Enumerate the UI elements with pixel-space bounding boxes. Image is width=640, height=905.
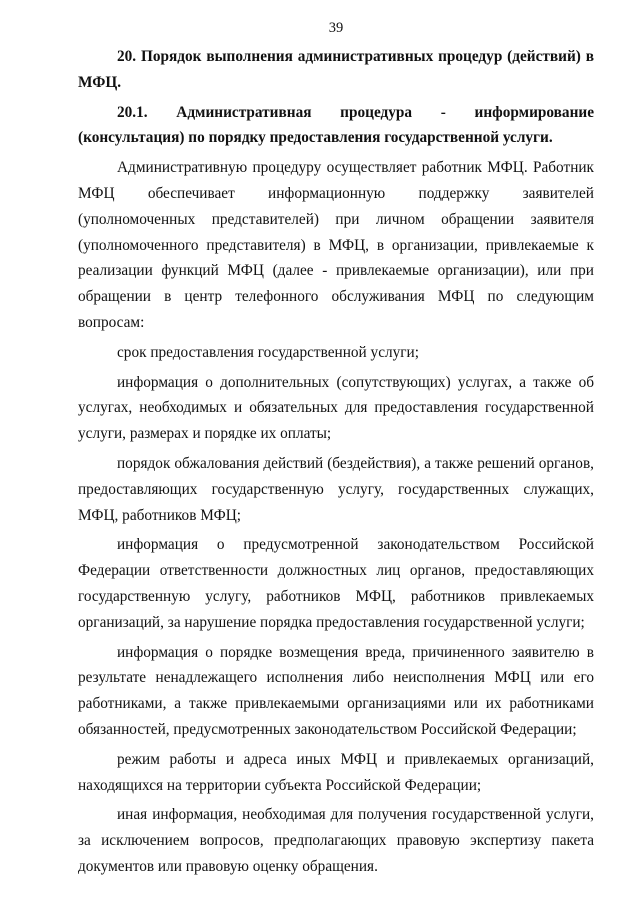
list-item-compensation: информация о порядке возмещения вреда, причиненного заявителю в результате ненадлежащего исполнения либо неисполнения МФЦ или его работниками, а также привлекаемыми организациями или их работниками обязанностей, предусмотренных законодательством Российской Федерации;	[78, 643, 594, 738]
list-item-term: срок предоставления государственной услуги;	[117, 343, 419, 361]
section-heading: 20. Порядок выполнения административных процедур (действий) в МФЦ.	[78, 48, 594, 91]
subsection-heading: 20.1. Административная процедура - информирование (консультация) по порядку предоставления государственной услуги.	[78, 103, 594, 147]
list-item-working-hours: режим работы и адреса иных МФЦ и привлекаемых организаций, находящихся на территории субъекта Российской Федерации;	[78, 750, 594, 794]
list-item-additional-services: информация о дополнительных (сопутствующих) услугах, а также об услугах, необходимых и обязательных для предоставления государственной услуги, размерах и порядке их оплаты;	[78, 373, 594, 443]
list-item-other-info: иная информация, необходимая для получения государственной услуги, за исключением вопросов, предполагающих правовую экспертизу пакета документов или правовую оценку обращения.	[78, 806, 594, 875]
document-body	[78, 44, 594, 880]
list-item-appeal-procedure: порядок обжалования действий (бездействия), а также решений органов, предоставляющих государственную услугу, государственных служащих, МФЦ, работников МФЦ;	[78, 454, 594, 524]
paragraph-intro: Административную процедуру осуществляет работник МФЦ. Работник МФЦ обеспечивает информационную поддержку заявителей (уполномоченных представителей) при личном обращении заявителя (уполномоченного представителя) в МФЦ, в организации, привлекаемые к реализации функций МФЦ (далее - привлекаемые организации), или при обращении в центр телефонного обслуживания МФЦ по следующим вопросам:	[78, 159, 594, 331]
list-item-liability: информация о предусмотренной законодательством Российской Федерации ответственности должностных лиц органов, предоставляющих государственную услугу, работников МФЦ, работников привлекаемых организаций, за нарушение порядка предоставления государственной услуги;	[78, 536, 594, 631]
page-number: 39	[328, 20, 344, 36]
